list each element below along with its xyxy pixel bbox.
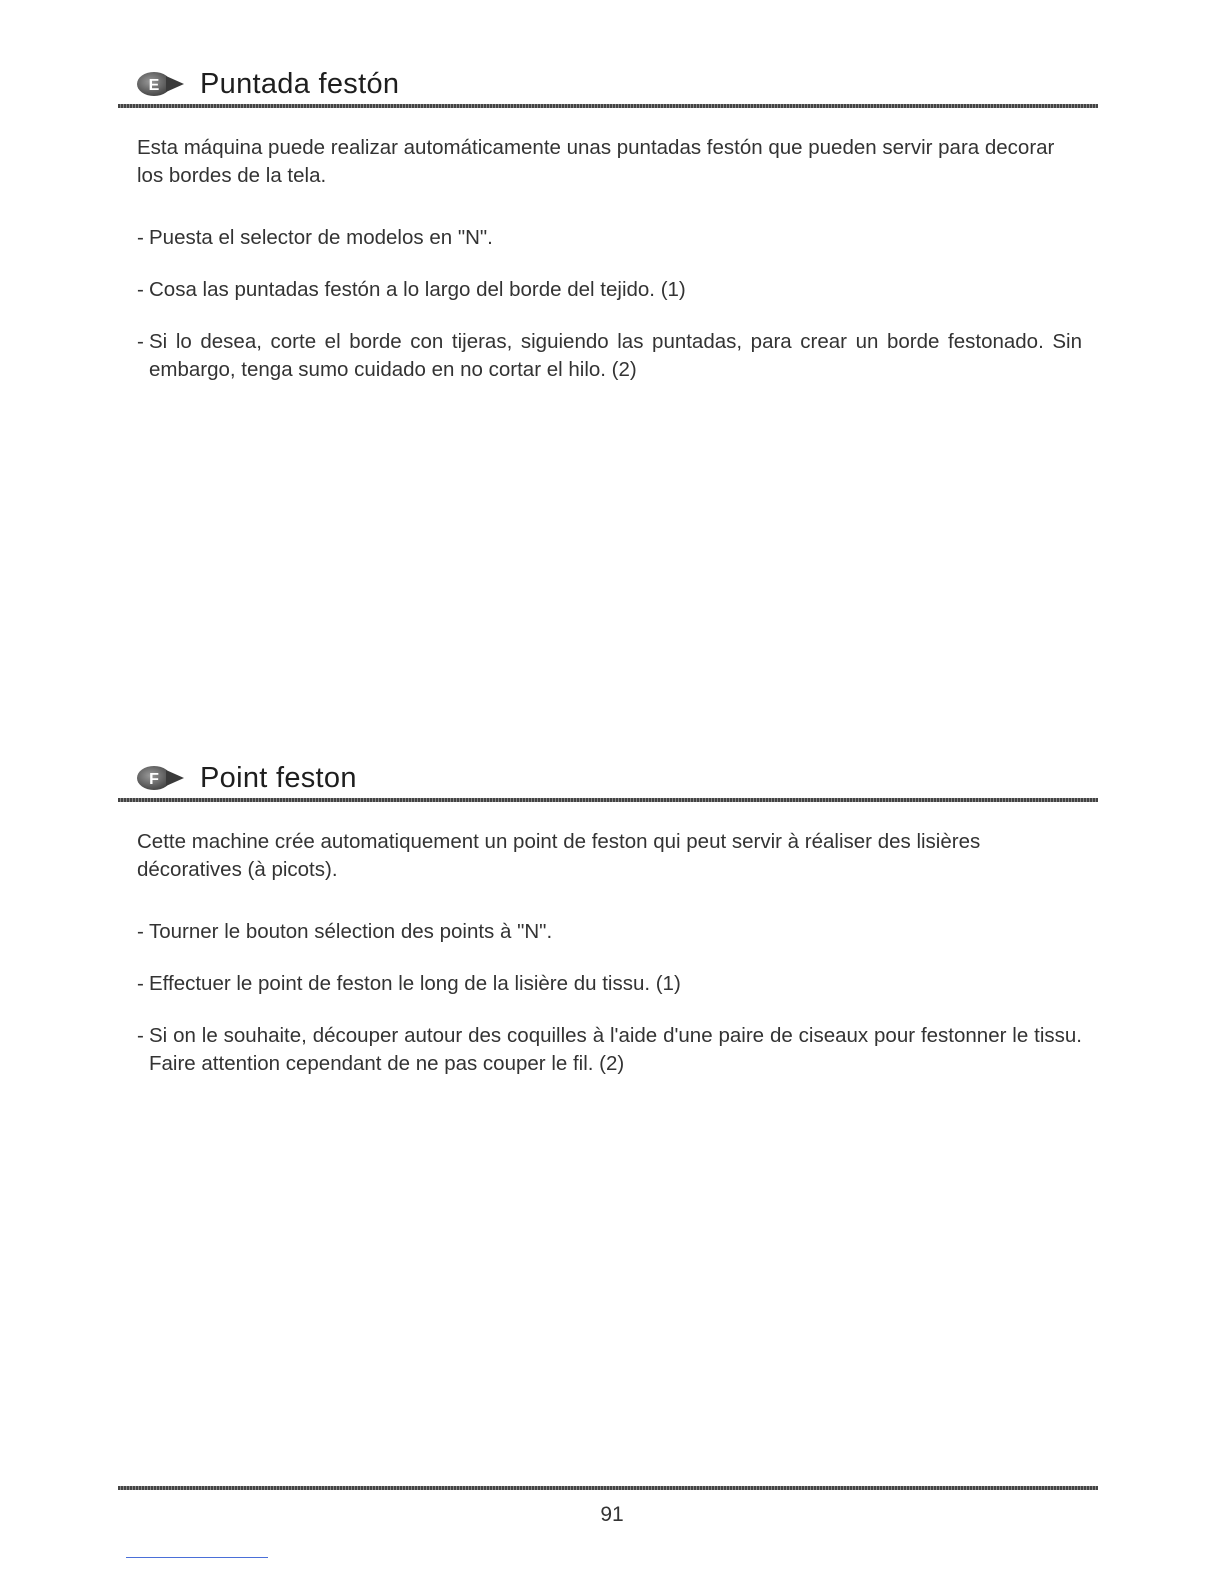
intro-paragraph: Esta máquina puede realizar automáticamente unas puntadas festón que pueden servir para decorar los bordes de la tela.	[137, 136, 1055, 187]
intro-paragraph: Cette machine crée automatiquement un point de feston qui peut servir à réaliser des lisières décoratives (à picots).	[137, 830, 981, 881]
bottom-link-underline	[126, 1557, 268, 1558]
language-badge-icon	[136, 764, 186, 792]
list-item	[137, 224, 1082, 252]
step-marker: -	[137, 226, 144, 249]
heading-rule	[118, 104, 1098, 108]
list-item	[137, 970, 1082, 998]
section-title: Point feston	[200, 761, 357, 794]
list-item	[137, 1022, 1082, 1078]
step-text: Si on le souhaite, découper autour des coquilles à l'aide d'une paire de ciseaux pour festonner le tissu. Faire attention cependant de ne pas couper le fil. (2)	[149, 1024, 1082, 1075]
language-badge-icon	[136, 70, 186, 98]
page-number: 91	[600, 1503, 624, 1526]
section-heading	[118, 758, 1098, 798]
section-heading	[118, 64, 1098, 104]
step-text: Tourner le bouton sélection des points à "N".	[149, 920, 553, 943]
step-text: Si lo desea, corte el borde con tijeras, siguiendo las puntadas, para crear un borde festonado. Sin embargo, tenga sumo cuidado en no cortar el hilo. (2)	[149, 330, 1082, 381]
footer-rule	[118, 1486, 1098, 1490]
list-item	[137, 328, 1082, 384]
step-marker: -	[137, 972, 144, 995]
steps-list	[137, 224, 1082, 384]
list-item	[137, 276, 1082, 304]
badge-letter: E	[148, 77, 160, 94]
step-marker: -	[137, 920, 144, 943]
step-text: Cosa las puntadas festón a lo largo del borde del tejido. (1)	[149, 278, 686, 301]
section-french	[118, 758, 1098, 1102]
step-marker: -	[137, 330, 144, 353]
section-spanish	[118, 64, 1098, 408]
step-marker: -	[137, 278, 144, 301]
section-title: Puntada festón	[200, 67, 400, 100]
heading-rule	[118, 798, 1098, 802]
badge-letter: F	[149, 771, 159, 788]
step-text: Puesta el selector de modelos en "N".	[149, 226, 493, 249]
steps-list	[137, 918, 1082, 1078]
step-text: Effectuer le point de feston le long de la lisière du tissu. (1)	[149, 972, 681, 995]
list-item	[137, 918, 1082, 946]
step-marker: -	[137, 1024, 144, 1047]
